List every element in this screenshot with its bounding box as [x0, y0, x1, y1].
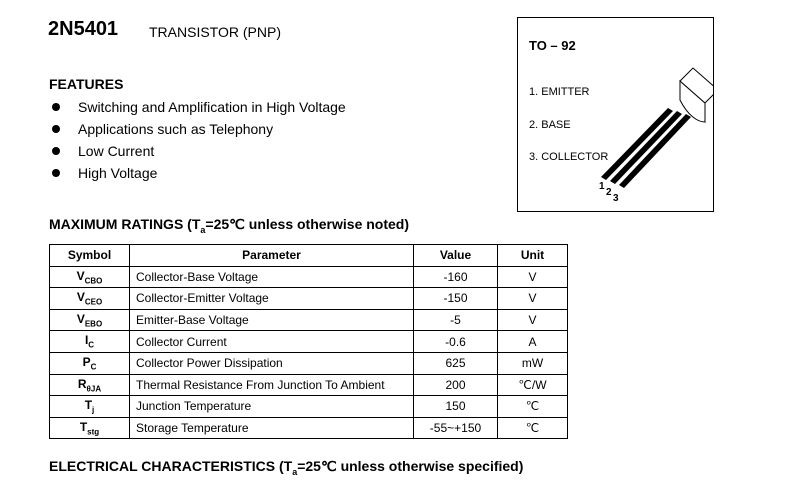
max-ratings-heading: MAXIMUM RATINGS ($T_a=25℃$ unless otherwise noted) [49, 216, 410, 235]
to92-package-icon [518, 18, 713, 211]
value-cell: -5 [414, 309, 498, 331]
symbol-cell: $R_{\theta JA}$ [50, 374, 130, 396]
symbol-cell: $I_C$ [50, 331, 130, 353]
pin-number-3: 3 [613, 193, 619, 204]
unit-cell: V [498, 288, 568, 310]
bullet-icon [52, 147, 60, 155]
parameter-cell: Collector Current [130, 331, 414, 353]
value-cell: -150 [414, 288, 498, 310]
value-cell: -0.6 [414, 331, 498, 353]
parameter-cell: Collector Power Dissipation [130, 352, 414, 374]
feature-item: Switching and Amplification in High Voltage [49, 96, 346, 118]
unit-cell: ℃ [498, 396, 568, 418]
symbol-cell: $T_j$ [50, 396, 130, 418]
symbol-cell: $P_C$ [50, 352, 130, 374]
table-header-row [50, 245, 568, 267]
column-header: Symbol [50, 245, 130, 267]
column-header: Parameter [130, 245, 414, 267]
parameter-cell: Collector-Emitter Voltage [130, 288, 414, 310]
package-name: TO – 92 [529, 38, 576, 53]
unit-cell: mW [498, 352, 568, 374]
parameter-cell: Storage Temperature [130, 417, 414, 439]
unit-cell: V [498, 309, 568, 331]
electrical-characteristics-heading: ELECTRICAL CHARACTERISTICS ($T_a=25℃$ unless otherwise specified) [49, 458, 524, 477]
unit-cell: ℃ [498, 417, 568, 439]
unit-cell: ℃/W [498, 374, 568, 396]
bullet-icon [52, 125, 60, 133]
unit-cell: V [498, 266, 568, 288]
pin-number-2: 2 [606, 187, 612, 198]
symbol-cell: $T_{stg}$ [50, 417, 130, 439]
pin-label-collector: 3. COLLECTOR [529, 151, 609, 163]
value-cell: 150 [414, 396, 498, 418]
feature-item: Applications such as Telephony [49, 118, 346, 140]
pin-label-base: 2. BASE [529, 119, 571, 131]
pin-label-emitter: 1. EMITTER [529, 86, 590, 98]
unit-cell: A [498, 331, 568, 353]
value-cell: 200 [414, 374, 498, 396]
value-cell: 625 [414, 352, 498, 374]
table-row [50, 288, 568, 310]
table-row [50, 396, 568, 418]
pin-number-1: 1 [599, 181, 605, 192]
feature-item: High Voltage [49, 162, 346, 184]
symbol-cell: $V_{CBO}$ [50, 266, 130, 288]
package-box [517, 17, 714, 212]
table-row [50, 374, 568, 396]
column-header: Value [414, 245, 498, 267]
part-description: TRANSISTOR (PNP) [149, 24, 281, 40]
max-ratings-table [49, 244, 568, 439]
bullet-icon [52, 103, 60, 111]
feature-item: Low Current [49, 140, 346, 162]
parameter-cell: Collector-Base Voltage [130, 266, 414, 288]
parameter-cell: Emitter-Base Voltage [130, 309, 414, 331]
table-row [50, 331, 568, 353]
table-row [50, 417, 568, 439]
value-cell: -55~+150 [414, 417, 498, 439]
table-row [50, 309, 568, 331]
value-cell: -160 [414, 266, 498, 288]
bullet-icon [52, 169, 60, 177]
symbol-cell: $V_{EBO}$ [50, 309, 130, 331]
parameter-cell: Thermal Resistance From Junction To Ambient [130, 374, 414, 396]
table-row [50, 352, 568, 374]
table-row [50, 266, 568, 288]
part-number: 2N5401 [48, 18, 119, 40]
parameter-cell: Junction Temperature [130, 396, 414, 418]
features-list [49, 96, 346, 184]
features-heading: FEATURES [49, 76, 124, 92]
symbol-cell: $V_{CEO}$ [50, 288, 130, 310]
column-header: Unit [498, 245, 568, 267]
